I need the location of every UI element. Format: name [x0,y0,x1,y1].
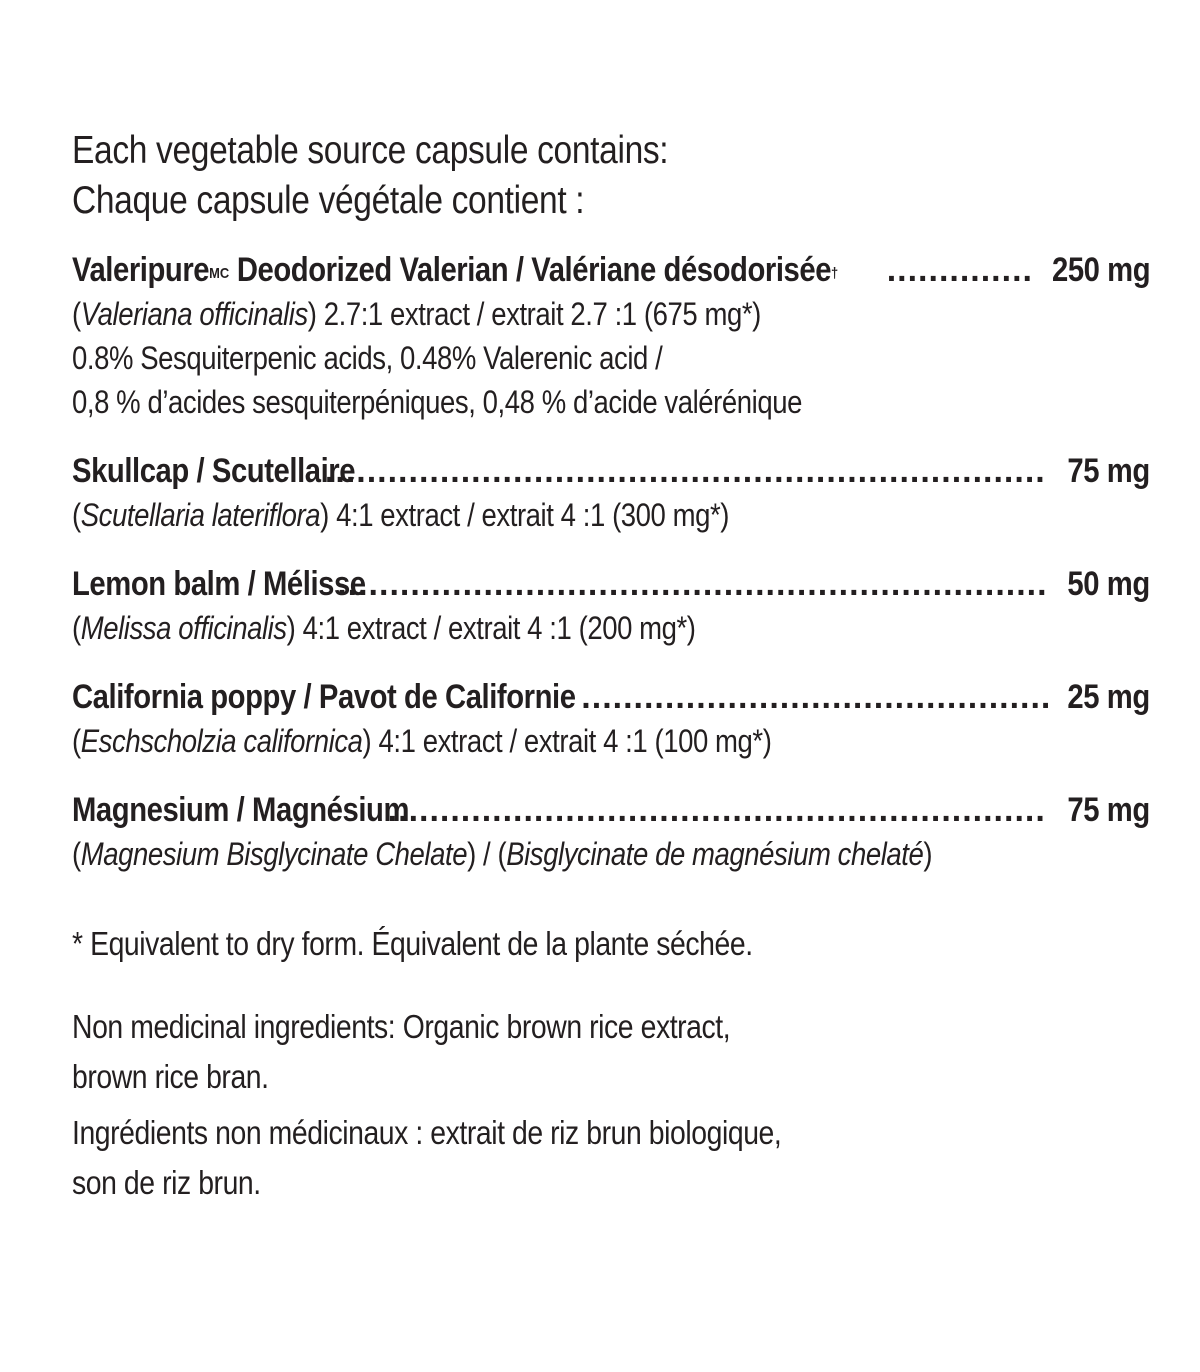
ingredient-name: Lemon balm / Mélisse [72,565,366,603]
ingredient-amount: 75 mg [1067,452,1150,490]
latin-name: Magnesium Bisglycinate Chelate [80,836,468,872]
ingredient-name: California poppy / Pavot de Californie [72,678,576,716]
ingredient-lemon-balm [72,562,1150,650]
ingredient-row [72,675,1150,719]
dagger-mark: † [831,265,839,282]
dot-leader [388,788,1049,832]
dot-leader [887,248,1030,292]
ingredient-name: Skullcap / Scutellaire [72,452,356,490]
dot-leader [581,675,1048,719]
ingredient-magnesium [72,788,1150,876]
latin-name: Scutellaria lateriflora [80,497,321,533]
ingredient-row [72,562,1150,606]
ingredient-detail-line: (Melissa officinalis) 4:1 extract / extrait 4 :1 (200 mg*) [72,610,696,646]
latin-name-french: Bisglycinate de magnésium chelaté [506,836,924,872]
ingredient-detail-line: (Eschscholzia californica) 4:1 extract / extrait 4 :1 (100 mg*) [72,723,772,759]
ingredient-detail-line: 0,8 % d’acides sesquiterpéniques, 0,48 % d’acide valérénique [72,384,802,420]
ingredient-skullcap [72,449,1150,537]
latin-name: Melissa officinalis [80,610,287,646]
non-medicinal-fr-line: Ingrédients non médicinaux : extrait de riz brun biologique, [72,1114,782,1151]
ingredient-detail-line: (Scutellaria lateriflora) 4:1 extract / extrait 4 :1 (300 mg*) [72,497,730,533]
latin-name: Eschscholzia californica [80,723,363,759]
ingredient-row [72,248,1150,292]
dot-leader [337,562,1048,606]
ingredient-row [72,788,1150,832]
ingredient-name: Magnesium / Magnésium [72,791,410,829]
ingredient-detail-line: (Valeriana officinalis) 2.7:1 extract / extrait 2.7 :1 (675 mg*) [72,296,761,332]
ingredient-amount: 50 mg [1067,565,1150,603]
ingredient-valerian [72,248,1150,424]
label-header [72,126,1150,226]
header-french: Chaque capsule végétale contient : [72,179,585,222]
dot-leader [325,449,1048,493]
supplement-label [72,126,1150,1208]
non-medicinal-ingredients [72,1002,1150,1208]
ingredient-detail-line: (Magnesium Bisglycinate Chelate) / (Bisglycinate de magnésium chelaté) [72,836,933,872]
non-medicinal-fr-line: son de riz brun. [72,1164,261,1201]
latin-name: Valeriana officinalis [80,296,308,332]
dry-form-footnote: * Equivalent to dry form. Équivalent de la plante séchée. [72,925,753,962]
ingredient-name: Valeripure$^{MC}$ Deodorized Valerian / Valériane désodorisée† [72,251,839,289]
ingredient-california-poppy [72,675,1150,763]
header-english: Each vegetable source capsule contains: [72,129,669,172]
trademark-superscript: MC [209,265,230,282]
ingredient-amount: 25 mg [1067,678,1150,716]
non-medicinal-en-line: Non medicinal ingredients: Organic brown rice extract, [72,1008,731,1045]
non-medicinal-en-line: brown rice bran. [72,1058,269,1095]
ingredient-amount: 250 mg [1051,251,1150,289]
ingredient-amount: 75 mg [1067,791,1150,829]
ingredient-detail-line: 0.8% Sesquiterpenic acids, 0.48% Valerenic acid / [72,340,663,376]
ingredient-list [72,248,1150,876]
ingredient-row [72,449,1150,493]
